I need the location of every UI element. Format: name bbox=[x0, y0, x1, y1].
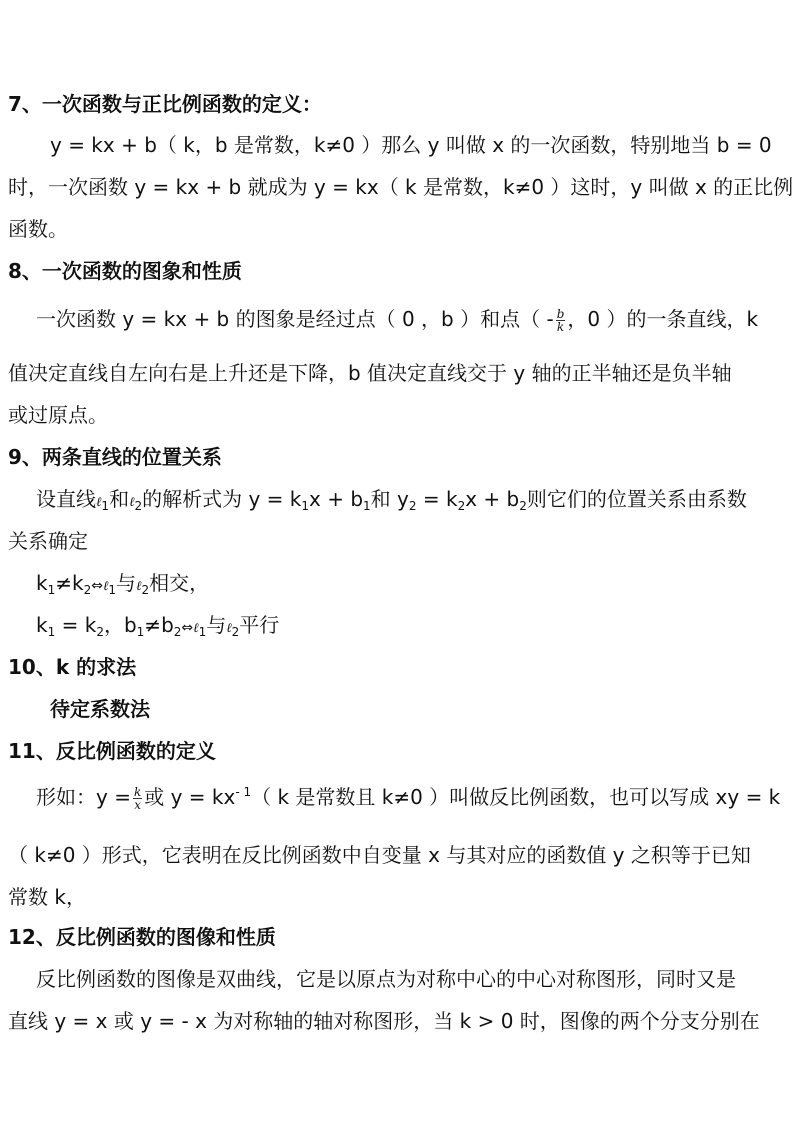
section-10-method: 待定系数法 bbox=[50, 697, 150, 721]
text: 与 bbox=[116, 571, 137, 595]
subscript: 1 bbox=[47, 583, 56, 597]
section-7-line-2: 时，一次函数 y = kx + b 就成为 y = kx（ k 是常数，k≠0 ）这时，y 叫做 x 的正比例 bbox=[8, 175, 793, 199]
section-9-line-2: 关系确定 bbox=[8, 529, 88, 553]
section-12-heading: 12、反比例函数的图像和性质 bbox=[8, 925, 276, 949]
section-12-line-1: 反比例函数的图像是双曲线，它是以原点为对称中心的中心对称图形，同时又是 bbox=[36, 967, 736, 991]
section-11-heading: 11、反比例函数的定义 bbox=[8, 739, 216, 763]
text: 和 y bbox=[370, 487, 409, 511]
iff-symbol: ⇔ bbox=[181, 620, 194, 636]
section-11-line-1 bbox=[36, 784, 780, 811]
iff-symbol: ⇔ bbox=[91, 578, 103, 594]
subscript: 1 bbox=[301, 499, 310, 513]
section-9-line-1 bbox=[36, 486, 747, 516]
ell-symbol: ℓ bbox=[136, 579, 142, 594]
section-8-text-b: ，0 ）的一条直线，k bbox=[567, 307, 759, 331]
text: k bbox=[36, 571, 48, 595]
text: 的解析式为 y = k bbox=[142, 487, 302, 511]
section-9-heading: 9、两条直线的位置关系 bbox=[8, 445, 222, 469]
section-11-line-2: （ k≠0 ）形式，它表明在反比例函数中自变量 x 与其对应的函数值 y 之积等于已知 bbox=[8, 843, 751, 867]
text: k bbox=[84, 613, 97, 637]
ell-symbol: ℓ bbox=[129, 495, 135, 510]
section-7-heading: 7、一次函数与正比例函数的定义： bbox=[8, 92, 322, 116]
subscript: 1 bbox=[136, 625, 145, 639]
ell-symbol: ℓ bbox=[226, 621, 232, 636]
ell-symbol: ℓ bbox=[102, 579, 109, 594]
subscript: 1 bbox=[108, 583, 117, 597]
text: 形如：y = bbox=[36, 785, 131, 809]
subscript: 2 bbox=[231, 625, 240, 639]
section-7-line-1: y = kx + b（ k，b 是常数，k≠0 ）那么 y 叫做 x 的一次函数，特别地当 b = 0 bbox=[50, 133, 772, 157]
fraction-denominator: k bbox=[556, 320, 565, 334]
text: 或 y = kx bbox=[144, 785, 236, 809]
subscript: 2 bbox=[408, 499, 417, 513]
subscript: 1 bbox=[101, 499, 110, 513]
text: 设直线 bbox=[36, 487, 96, 511]
section-10-heading: 10、k 的求法 bbox=[8, 655, 137, 679]
subscript: 2 bbox=[173, 625, 182, 639]
fraction-numerator: b bbox=[556, 307, 565, 321]
text: x + b bbox=[465, 487, 520, 511]
text: 和 bbox=[109, 487, 130, 511]
fraction-b-over-k bbox=[556, 308, 566, 333]
section-8-line-2: 值决定直线自左向右是上升还是下降，b 值决定直线交于 y 轴的正半轴还是负半轴 bbox=[8, 361, 732, 385]
section-7-line-3: 函数。 bbox=[8, 217, 68, 241]
subscript: 2 bbox=[83, 583, 92, 597]
text: ≠ bbox=[144, 613, 162, 637]
ell-symbol: ℓ bbox=[96, 495, 102, 510]
text: ，b bbox=[103, 613, 137, 637]
section-8-heading: 8、一次函数的图象和性质 bbox=[8, 259, 242, 283]
subscript: 1 bbox=[198, 625, 207, 639]
text: 则它们的位置关系由系数 bbox=[526, 487, 747, 511]
subscript: 1 bbox=[47, 625, 56, 639]
text: k bbox=[72, 571, 84, 595]
subscript: 2 bbox=[519, 499, 527, 513]
subscript: 2 bbox=[457, 499, 466, 513]
section-8-line-3: 或过原点。 bbox=[8, 403, 108, 427]
section-12-line-2: 直线 y = x 或 y = - x 为对称轴的轴对称图形，当 k > 0 时，图像的两个分支分别在 bbox=[8, 1009, 760, 1033]
superscript: - 1 bbox=[235, 785, 252, 799]
text: 相交， bbox=[149, 571, 210, 595]
section-9-condition-1 bbox=[36, 570, 209, 600]
text: （ k 是常数且 k≠0 ）叫做反比例函数，也可以写成 xy = k bbox=[251, 785, 781, 809]
subscript: 2 bbox=[96, 625, 104, 639]
subscript: 2 bbox=[141, 583, 150, 597]
subscript: 2 bbox=[134, 499, 143, 513]
fraction-k-over-x bbox=[133, 786, 142, 811]
section-8-text-a: 一次函数 y = kx + b 的图象是经过点（ 0 ，b ）和点（ - bbox=[36, 307, 554, 331]
section-8-line-1 bbox=[36, 306, 758, 333]
subscript: 1 bbox=[363, 499, 371, 513]
text: = k bbox=[416, 487, 458, 511]
text: x + b bbox=[309, 487, 364, 511]
text: 与 bbox=[206, 613, 227, 637]
section-11-line-3: 常数 k， bbox=[8, 885, 86, 909]
fraction-numerator: k bbox=[133, 785, 142, 799]
section-9-condition-2: $k_1 = k_2$，$b_1\ne b_2\Leftrightarrow\ell_1$与ℓ$_2$平行 bbox=[36, 613, 280, 639]
text: ≠ bbox=[55, 571, 72, 595]
fraction-denominator: x bbox=[134, 798, 141, 812]
text: 平行 bbox=[239, 613, 280, 637]
ell-symbol: ℓ bbox=[193, 621, 199, 636]
text: k bbox=[36, 613, 48, 637]
